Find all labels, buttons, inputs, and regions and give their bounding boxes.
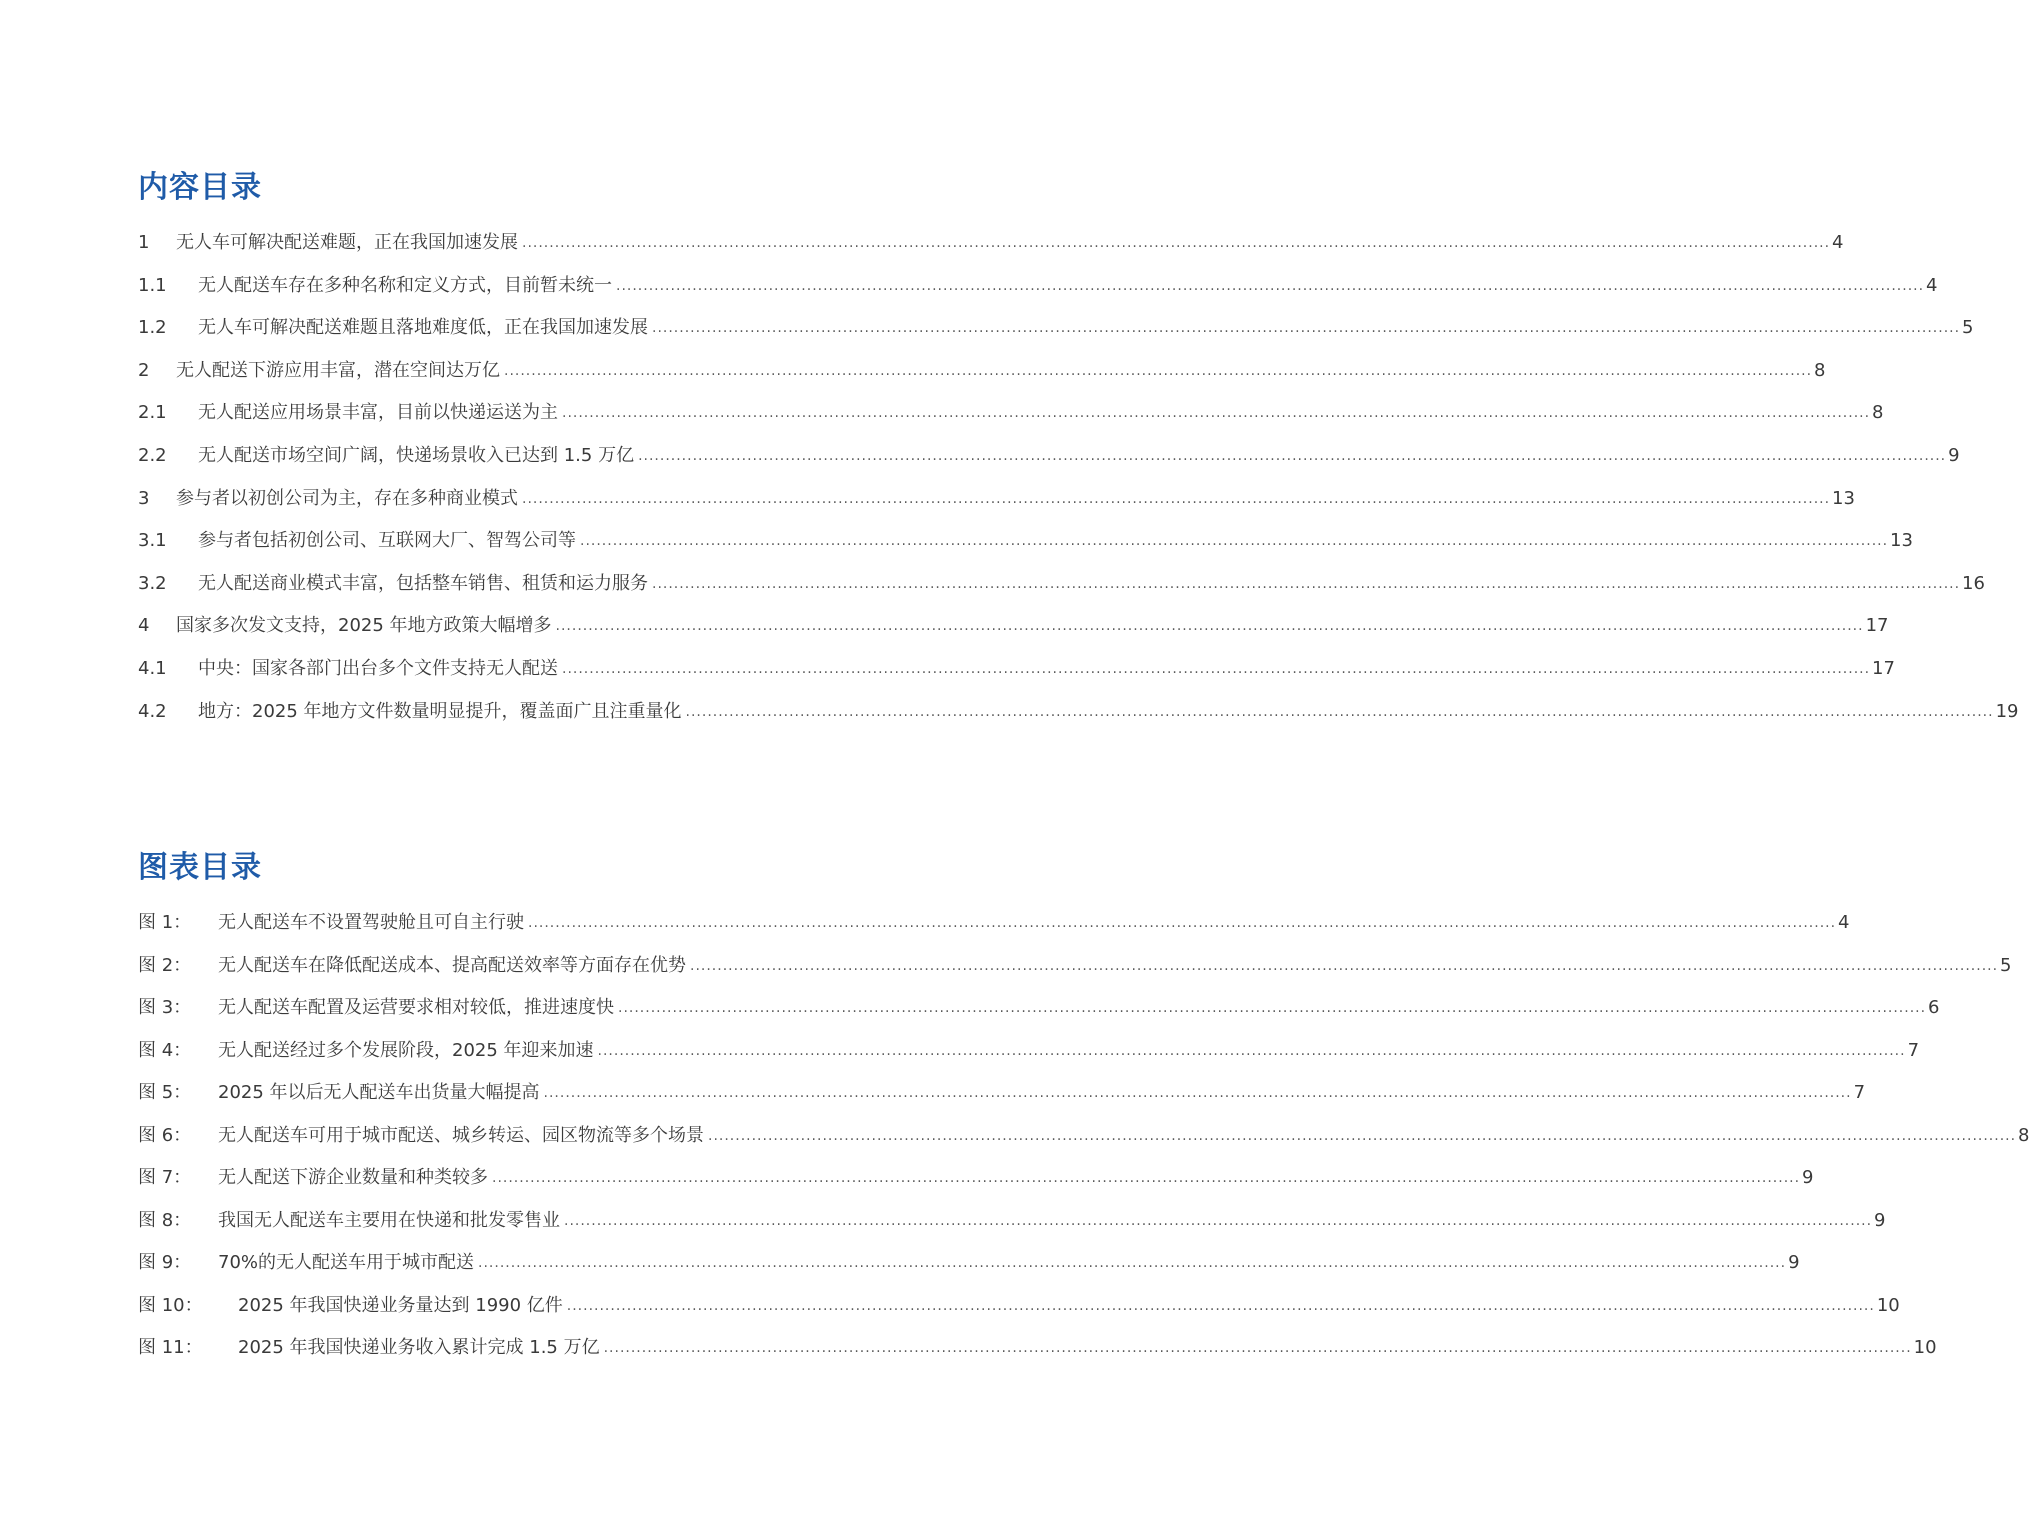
toc-entry-title: 国家多次发文支持，2025 年地方政策大幅增多	[176, 615, 552, 637]
contents-entry[interactable]	[138, 520, 1913, 563]
toc-entry-page-number: 17	[1865, 615, 1889, 637]
figure-entry[interactable]	[138, 1200, 1886, 1243]
toc-entry-number: 图 8：	[138, 1209, 192, 1231]
toc-entry-page-number: 4	[1832, 232, 1844, 253]
toc-entry-title: 2025 年我国快递业务收入累计完成 1.5 万亿	[238, 1337, 600, 1358]
dot-leader	[652, 307, 1960, 350]
figure-entry[interactable]	[138, 1157, 1814, 1200]
contents-entry[interactable]	[138, 691, 2019, 734]
figure-entry[interactable]	[138, 1242, 1800, 1285]
toc-entry-page-number: 4	[1926, 274, 1938, 296]
figure-entry[interactable]	[138, 1030, 1920, 1073]
contents-section	[138, 166, 2019, 733]
toc-entry-number: 图 5：	[138, 1082, 192, 1103]
toc-entry-number: 4.2	[138, 700, 167, 722]
toc-entry-page-number: 10	[1913, 1337, 1937, 1358]
toc-entry-number: 3.1	[138, 530, 167, 552]
toc-entry-page-number: 8	[1814, 359, 1826, 381]
toc-entry-title: 2025 年我国快递业务量达到 1990 亿件	[238, 1294, 563, 1316]
contents-entry[interactable]	[138, 392, 1884, 435]
toc-entry-title: 70%的无人配送车用于城市配送	[218, 1252, 475, 1273]
toc-entry-number: 图 2：	[138, 954, 192, 976]
contents-entry[interactable]	[138, 222, 1844, 265]
toc-entry-number: 2.2	[138, 444, 167, 466]
toc-entry-title: 无人配送应用场景丰富，目前以快递运送为主	[198, 402, 558, 424]
toc-entry-page-number: 9	[1874, 1209, 1886, 1231]
toc-entry-number: 4.1	[138, 657, 167, 679]
dot-leader	[478, 1242, 1786, 1285]
dot-leader	[562, 392, 1870, 435]
toc-entry-number: 图 4：	[138, 1039, 192, 1061]
toc-entry-title: 无人配送车在降低配送成本、提高配送效率等方面存在优势	[218, 954, 686, 976]
figure-entry[interactable]	[138, 902, 1850, 945]
toc-entry-page-number: 9	[1802, 1167, 1814, 1188]
contents-list	[138, 222, 2019, 733]
contents-entry[interactable]	[138, 265, 1938, 308]
dot-leader	[564, 1200, 1872, 1243]
figure-entry[interactable]	[138, 1072, 1866, 1115]
toc-entry-page-number: 9	[1788, 1252, 1800, 1273]
toc-entry-title: 中央：国家各部门出台多个文件支持无人配送	[198, 657, 558, 679]
toc-entry-title: 参与者包括初创公司、互联网大厂、智驾公司等	[198, 530, 576, 552]
dot-leader	[528, 902, 1836, 945]
toc-entry-number: 1	[138, 232, 150, 253]
toc-entry-title: 无人配送下游企业数量和种类较多	[218, 1167, 488, 1188]
toc-entry-number: 图 9：	[138, 1252, 192, 1273]
toc-entry-title: 无人配送经过多个发展阶段，2025 年迎来加速	[218, 1039, 594, 1061]
toc-entry-title: 地方：2025 年地方文件数量明显提升，覆盖面广且注重量化	[198, 700, 682, 722]
dot-leader	[638, 435, 1946, 478]
figure-entry[interactable]	[138, 945, 2012, 988]
toc-entry-title: 无人配送车配置及运营要求相对较低，推进速度快	[218, 997, 614, 1018]
dot-leader	[567, 1285, 1875, 1328]
dot-leader	[690, 945, 1998, 988]
toc-entry-number: 图 1：	[138, 912, 192, 933]
toc-entry-title: 无人配送车不设置驾驶舱且可自主行驶	[218, 912, 524, 933]
toc-entry-number: 图 6：	[138, 1124, 192, 1146]
toc-entry-number: 4	[138, 615, 150, 637]
figure-entry[interactable]	[138, 1115, 2030, 1158]
dot-leader	[652, 563, 1960, 606]
toc-entry-title: 无人配送市场空间广阔，快递场景收入已达到 1.5 万亿	[198, 444, 635, 466]
toc-entry-page-number: 9	[1948, 444, 1960, 466]
toc-entry-number: 3.2	[138, 572, 167, 594]
contents-entry[interactable]	[138, 350, 1826, 393]
dot-leader	[562, 648, 1870, 691]
dot-leader	[492, 1157, 1800, 1200]
toc-entry-page-number: 7	[1853, 1082, 1866, 1103]
toc-entry-number: 图 3：	[138, 997, 192, 1018]
toc-entry-page-number: 8	[2018, 1124, 2030, 1146]
dot-leader	[598, 1030, 1906, 1073]
toc-entry-page-number: 16	[1962, 572, 1985, 594]
toc-entry-page-number: 7	[1907, 1039, 1920, 1061]
toc-entry-number: 3	[138, 487, 150, 509]
toc-entry-page-number: 5	[2000, 954, 2012, 976]
toc-entry-number: 2.1	[138, 402, 167, 424]
toc-entry-page-number: 19	[1995, 700, 2019, 722]
toc-entry-title: 无人车可解决配送难题且落地难度低，正在我国加速发展	[198, 317, 648, 339]
toc-entry-page-number: 5	[1962, 317, 1974, 339]
toc-entry-number: 1.2	[138, 317, 167, 339]
dot-leader	[522, 478, 1830, 521]
toc-entry-title: 我国无人配送车主要用在快递和批发零售业	[218, 1209, 560, 1231]
toc-entry-title: 无人配送商业模式丰富，包括整车销售、租赁和运力服务	[198, 572, 648, 594]
toc-entry-title: 参与者以初创公司为主，存在多种商业模式	[176, 487, 518, 509]
toc-entry-page-number: 4	[1838, 912, 1850, 933]
dot-leader	[522, 222, 1830, 265]
dot-leader	[580, 520, 1888, 563]
toc-entry-page-number: 13	[1832, 487, 1855, 509]
dot-leader	[556, 605, 1864, 648]
figure-entry[interactable]	[138, 1285, 1900, 1328]
toc-entry-number: 2	[138, 359, 150, 381]
toc-entry-title: 无人配送车可用于城市配送、城乡转运、园区物流等多个场景	[218, 1124, 704, 1146]
toc-entry-page-number: 6	[1928, 997, 1940, 1018]
dot-leader	[616, 265, 1924, 308]
dot-leader	[686, 691, 1994, 734]
figure-entry[interactable]	[138, 987, 1940, 1030]
toc-entry-title: 2025 年以后无人配送车出货量大幅提高	[218, 1082, 540, 1103]
toc-entry-number: 1.1	[138, 274, 167, 296]
toc-entry-number: 图 11：	[138, 1337, 203, 1358]
toc-entry-page-number: 8	[1872, 402, 1884, 424]
dot-leader	[604, 1327, 1912, 1370]
contents-entry[interactable]	[138, 307, 1974, 350]
toc-entry-page-number: 17	[1872, 657, 1895, 679]
toc-entry-number: 图 10：	[138, 1294, 203, 1316]
figure-entry[interactable]	[138, 1327, 1937, 1370]
contents-entry[interactable]	[138, 563, 1985, 606]
contents-entry[interactable]	[138, 648, 1895, 691]
dot-leader	[544, 1072, 1852, 1115]
dot-leader	[618, 987, 1926, 1030]
toc-entry-title: 无人车可解决配送难题，正在我国加速发展	[176, 232, 518, 253]
dot-leader	[504, 350, 1812, 393]
contents-title: 内容目录	[138, 170, 262, 205]
toc-entry-number: 图 7：	[138, 1167, 192, 1188]
toc-entry-page-number: 10	[1876, 1294, 1900, 1316]
contents-entry[interactable]	[138, 478, 1855, 521]
figures-list	[138, 902, 2030, 1370]
toc-entry-title: 无人配送车存在多种名称和定义方式，目前暂未统一	[198, 274, 612, 296]
dot-leader	[708, 1115, 2016, 1158]
figures-title: 图表目录	[138, 850, 262, 885]
figures-section	[138, 846, 2030, 1370]
contents-entry[interactable]	[138, 605, 1889, 648]
toc-entry-title: 无人配送下游应用丰富，潜在空间达万亿	[176, 359, 500, 381]
contents-entry[interactable]	[138, 435, 1960, 478]
toc-entry-page-number: 13	[1890, 530, 1913, 552]
